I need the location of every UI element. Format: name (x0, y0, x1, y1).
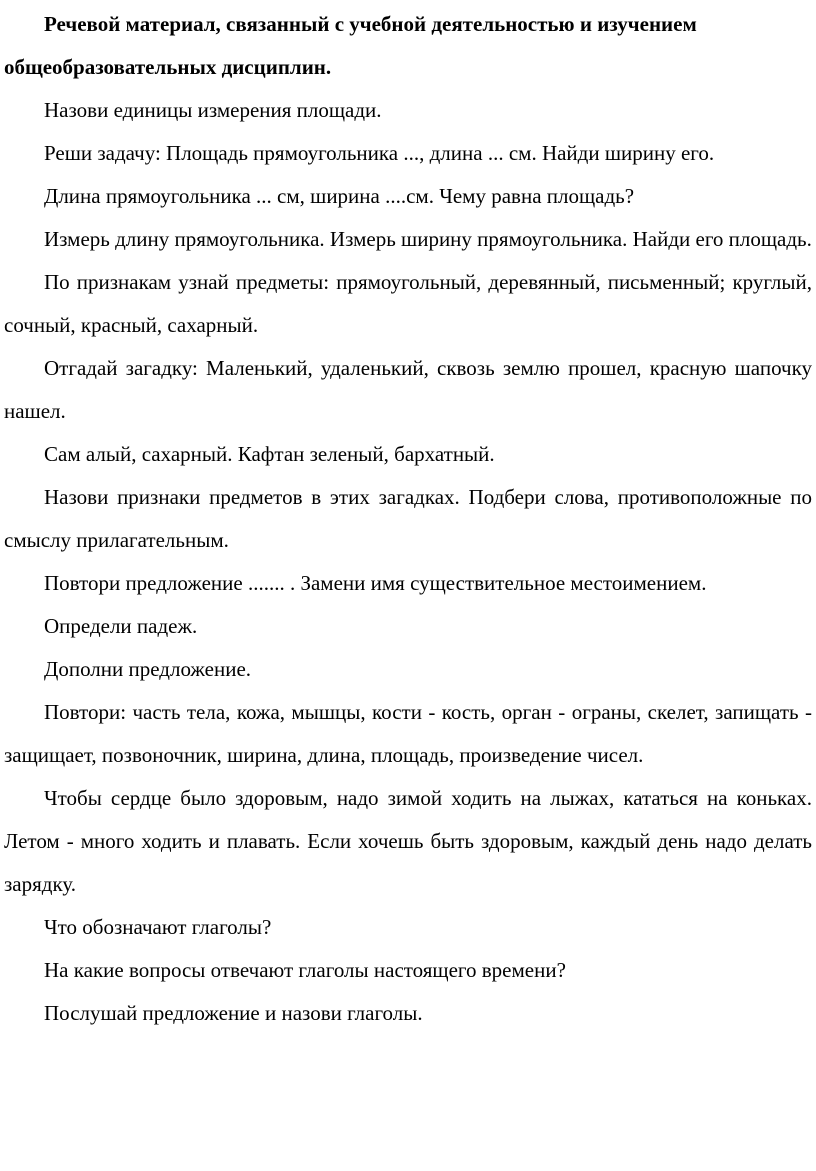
paragraph-repeat-sentence: Повтори предложение ....... . Замени имя существительное местоимением. (44, 571, 707, 595)
paragraph-riddle-two: Сам алый, сахарный. Кафтан зеленый, бархатный. (44, 442, 495, 466)
paragraph-determine-case: Определи падеж. (44, 614, 198, 638)
paragraph-present-tense-questions: На какие вопросы отвечают глаголы настоящего времени? (44, 958, 566, 982)
paragraph-rectangle-area-question: Длина прямоугольника ... см, ширина ....см. Чему равна площадь? (44, 184, 635, 208)
paragraph-healthy-heart: Чтобы сердце было здоровым, надо зимой ходить на лыжах, кататься на коньках. Летом - много ходить и плавать. Если хочешь быть здоровым, каждый день надо делать зарядку. (4, 786, 812, 896)
paragraph-guess-objects: По признакам узнай предметы: прямоугольный, деревянный, письменный; круглый, сочный, красный, сахарный. (4, 270, 812, 337)
paragraph-verbs-meaning: Что обозначают глаголы? (44, 915, 272, 939)
paragraph-area-units: Назови единицы измерения площади. (44, 98, 382, 122)
paragraph-rectangle-task: Реши задачу: Площадь прямоугольника ..., длина ... см. Найди ширину его. (44, 141, 715, 165)
paragraph-measure-rectangle: Измерь длину прямоугольника. Измерь ширину прямоугольника. Найди его площадь. (44, 227, 812, 251)
paragraph-repeat-words: Повтори: часть тела, кожа, мышцы, кости - кость, орган - ограны, скелет, запищать - защищает, позвоночник, ширина, длина, площадь, произведение чисел. (4, 700, 812, 767)
paragraph-name-features: Назови признаки предметов в этих загадках. Подбери слова, противоположные по смыслу прилагательным. (4, 485, 812, 552)
paragraph-complete-sentence: Дополни предложение. (44, 657, 252, 681)
paragraph-listen-sentence: Послушай предложение и назови глаголы. (44, 1001, 423, 1025)
document-heading: Речевой материал, связанный с учебной деятельностью и изучением общеобразовательных дисциплин. (4, 12, 697, 79)
paragraph-riddle-one: Отгадай загадку: Маленький, удаленький, сквозь землю прошел, красную шапочку нашел. (4, 356, 812, 423)
